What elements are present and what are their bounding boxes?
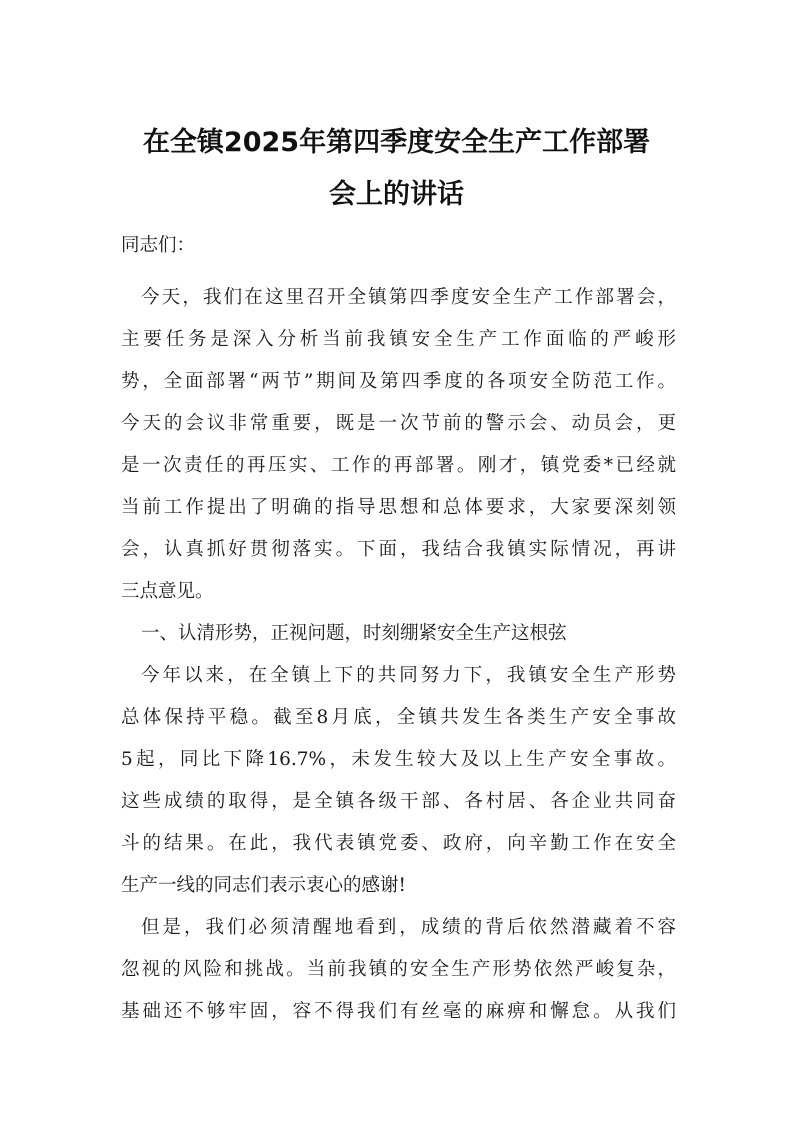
paragraph-line: 是一次责任的再压实、工作的再部署。刚才，镇党委*已经就 bbox=[121, 455, 676, 476]
paragraph-line: 总体保持平稳。截至8月底，全镇共发生各类生产安全事故 bbox=[121, 707, 676, 728]
paragraph-line: 三点意见。 bbox=[121, 581, 214, 602]
paragraph-line: 但是，我们必须清醒地看到，成绩的背后依然潜藏着不容 bbox=[141, 917, 676, 938]
paragraph-line: 势，全面部署“两节”期间及第四季度的各项安全防范工作。 bbox=[121, 371, 676, 392]
paragraph-line: 生产一线的同志们表示衷心的感谢! bbox=[121, 875, 406, 896]
paragraph-line: 斗的结果。在此，我代表镇党委、政府，向辛勤工作在安全 bbox=[121, 833, 676, 854]
paragraph-line: 主要任务是深入分析当前我镇安全生产工作面临的严峻形 bbox=[121, 329, 676, 350]
paragraph-line: 这些成绩的取得，是全镇各级干部、各村居、各企业共同奋 bbox=[121, 791, 676, 812]
paragraph-line: 当前工作提出了明确的指导思想和总体要求，大家要深刻领 bbox=[121, 497, 676, 518]
salutation: 同志们： bbox=[121, 235, 196, 256]
document-title-line-1: 在全镇2025年第四季度安全生产工作部署 bbox=[142, 127, 651, 158]
paragraph-line: 会，认真抓好贯彻落实。下面，我结合我镇实际情况，再讲 bbox=[121, 539, 676, 560]
document-title-line-2: 会上的讲话 bbox=[329, 179, 464, 210]
paragraph-line: 今年以来，在全镇上下的共同努力下，我镇安全生产形势 bbox=[141, 665, 676, 686]
paragraph-line: 5起，同比下降16.7%，未发生较大及以上生产安全事故。 bbox=[121, 749, 676, 770]
section-heading: 一、认清形势，正视问题，时刻绷紧安全生产这根弦 bbox=[141, 623, 567, 644]
paragraph-line: 今天，我们在这里召开全镇第四季度安全生产工作部署会， bbox=[141, 287, 676, 308]
paragraph-line: 忽视的风险和挑战。当前我镇的安全生产形势依然严峻复杂， bbox=[121, 959, 676, 980]
paragraph-line: 今天的会议非常重要，既是一次节前的警示会、动员会，更 bbox=[121, 413, 676, 434]
paragraph-line: 基础还不够牢固，容不得我们有丝毫的麻痹和懈怠。从我们 bbox=[121, 1001, 676, 1022]
